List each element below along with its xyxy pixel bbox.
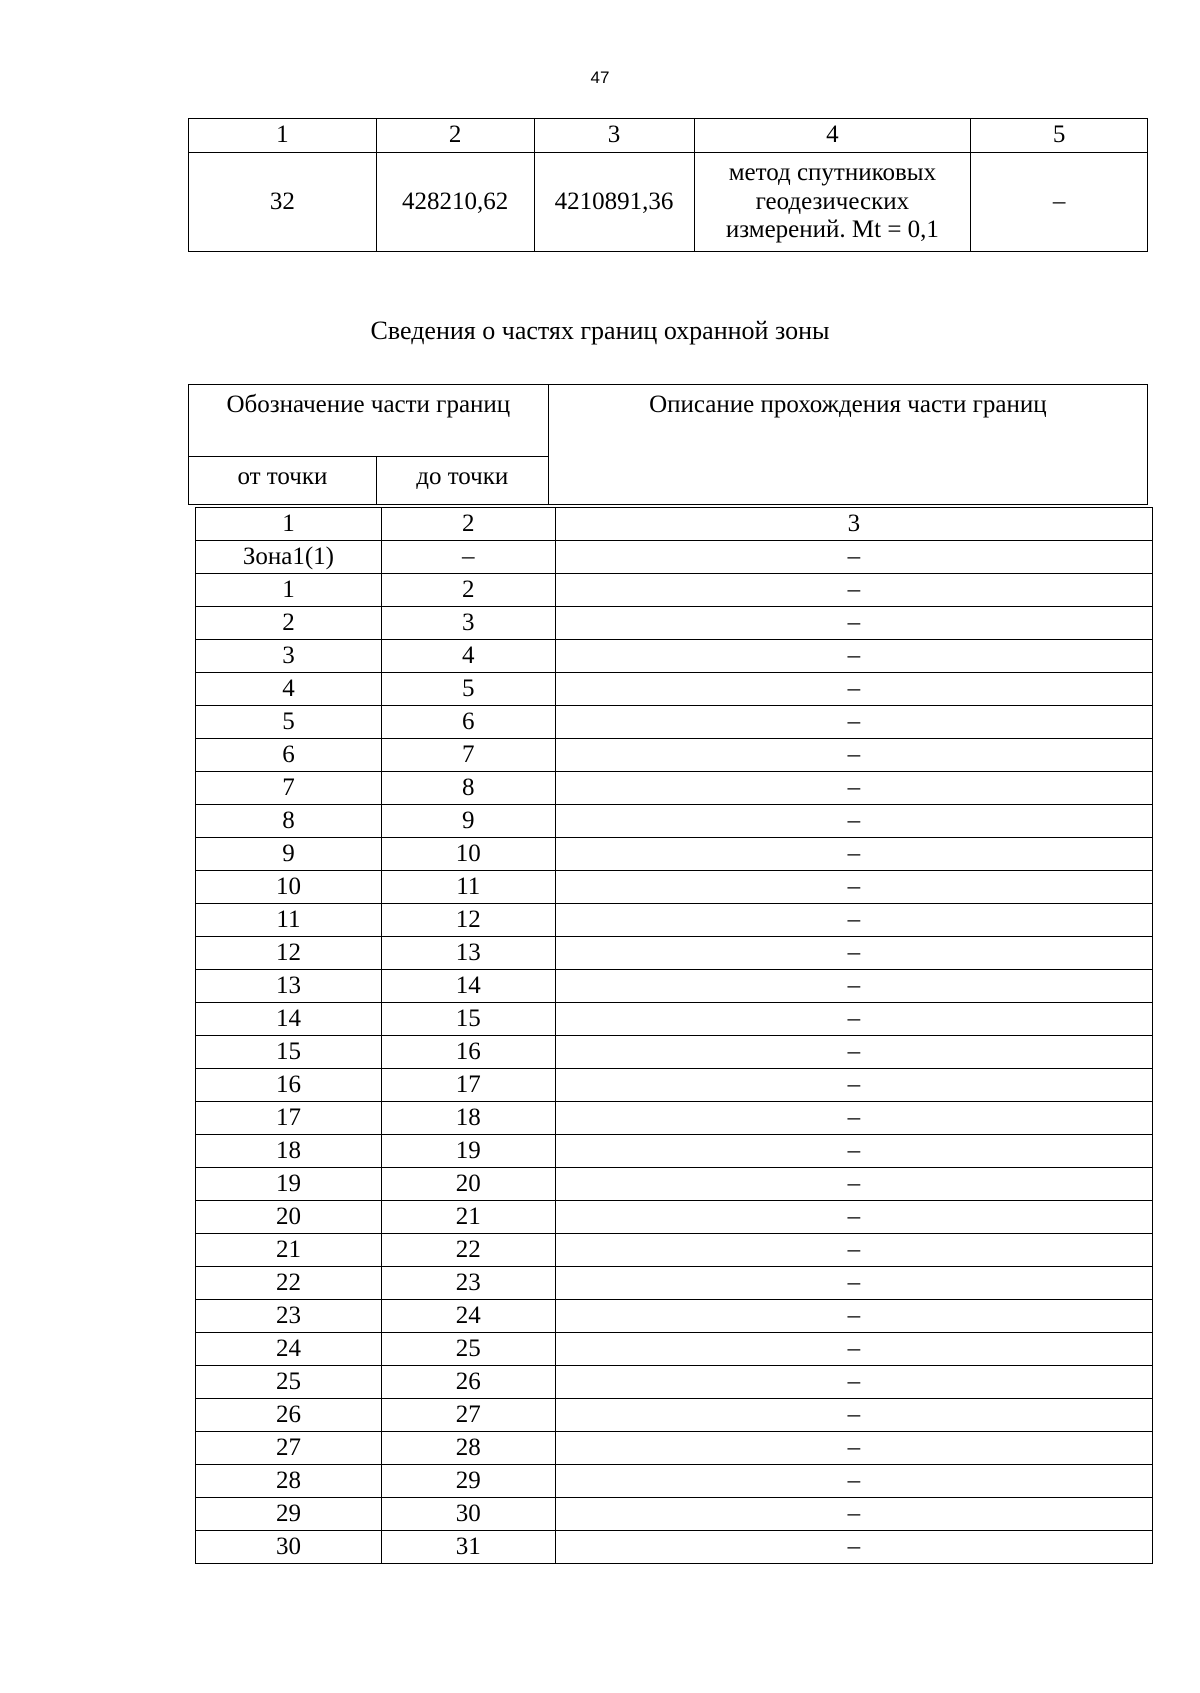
table-row (196, 1003, 1153, 1036)
description-cell: – (555, 1300, 1152, 1333)
description-cell: – (555, 1465, 1152, 1498)
to-point-cell: 18 (381, 1102, 555, 1135)
table-row (196, 1366, 1153, 1399)
description-cell: – (555, 1168, 1152, 1201)
from-point-cell: 5 (196, 706, 382, 739)
header-cell: 2 (376, 119, 534, 153)
table-row (196, 1102, 1153, 1135)
to-point-cell: 14 (381, 970, 555, 1003)
from-point-cell: 9 (196, 838, 382, 871)
to-point-cell: 5 (381, 673, 555, 706)
header-to-cell: до точки (376, 457, 548, 505)
header-cell: 1 (189, 119, 377, 153)
table-row (196, 904, 1153, 937)
description-cell: – (555, 1333, 1152, 1366)
from-point-cell: 11 (196, 904, 382, 937)
from-point-cell: 19 (196, 1168, 382, 1201)
from-point-cell: 13 (196, 970, 382, 1003)
to-point-cell: 7 (381, 739, 555, 772)
from-point-cell: 26 (196, 1399, 382, 1432)
table-row (196, 1531, 1153, 1564)
from-point-cell: 20 (196, 1201, 382, 1234)
description-cell: – (555, 937, 1152, 970)
to-point-cell: 25 (381, 1333, 555, 1366)
description-cell: – (555, 904, 1152, 937)
from-point-cell: 12 (196, 937, 382, 970)
from-point-cell: 30 (196, 1531, 382, 1564)
to-point-cell: 13 (381, 937, 555, 970)
from-point-cell: 10 (196, 871, 382, 904)
to-point-cell: 22 (381, 1234, 555, 1267)
description-cell: – (555, 706, 1152, 739)
table-row (196, 1432, 1153, 1465)
table-row (196, 1465, 1153, 1498)
description-cell: – (555, 1036, 1152, 1069)
description-cell: – (971, 153, 1148, 252)
from-point-cell: 2 (196, 607, 382, 640)
from-point-cell: 3 (196, 640, 382, 673)
x-coordinate-cell: 428210,62 (376, 153, 534, 252)
from-point-cell: 18 (196, 1135, 382, 1168)
from-point-cell: 17 (196, 1102, 382, 1135)
from-point-cell: 14 (196, 1003, 382, 1036)
description-cell: – (555, 1498, 1152, 1531)
description-cell: – (555, 607, 1152, 640)
table-row (196, 1069, 1153, 1102)
table-row (196, 574, 1153, 607)
to-point-cell: 30 (381, 1498, 555, 1531)
description-cell: – (555, 1399, 1152, 1432)
table-row (196, 772, 1153, 805)
table-row (196, 838, 1153, 871)
from-point-cell: 15 (196, 1036, 382, 1069)
to-point-cell: 2 (381, 574, 555, 607)
description-cell: – (555, 1531, 1152, 1564)
table-row (196, 1300, 1153, 1333)
table-row (196, 937, 1153, 970)
description-cell: – (555, 772, 1152, 805)
description-cell: – (555, 1201, 1152, 1234)
header-cell: 4 (694, 119, 971, 153)
table-row (196, 706, 1153, 739)
coordinates-table (188, 118, 1148, 252)
table-row (196, 871, 1153, 904)
parts-table (195, 507, 1153, 1564)
description-cell: – (555, 1267, 1152, 1300)
to-point-cell: 28 (381, 1432, 555, 1465)
table-row (196, 1036, 1153, 1069)
from-point-cell: 1 (196, 574, 382, 607)
description-cell: – (555, 838, 1152, 871)
to-point-cell: 26 (381, 1366, 555, 1399)
table-row (196, 1168, 1153, 1201)
table-row (196, 1135, 1153, 1168)
to-point-cell: 21 (381, 1201, 555, 1234)
to-point-cell: 20 (381, 1168, 555, 1201)
from-point-cell: 22 (196, 1267, 382, 1300)
table-row (196, 970, 1153, 1003)
header-from-cell: от точки (189, 457, 377, 505)
description-cell: – (555, 970, 1152, 1003)
column-number-cell: 1 (196, 508, 382, 541)
to-point-cell: 10 (381, 838, 555, 871)
y-coordinate-cell: 4210891,36 (534, 153, 694, 252)
to-point-cell: 11 (381, 871, 555, 904)
to-point-cell: 19 (381, 1135, 555, 1168)
column-number-cell: 3 (555, 508, 1152, 541)
description-cell: – (555, 1069, 1152, 1102)
table-row (196, 1333, 1153, 1366)
description-cell: – (555, 871, 1152, 904)
from-point-cell: 29 (196, 1498, 382, 1531)
from-point-cell: 23 (196, 1300, 382, 1333)
from-point-cell: 27 (196, 1432, 382, 1465)
to-point-cell: 29 (381, 1465, 555, 1498)
from-point-cell: 24 (196, 1333, 382, 1366)
from-point-cell: 28 (196, 1465, 382, 1498)
description-cell: – (555, 1102, 1152, 1135)
table-row (196, 541, 1153, 574)
from-point-cell: 6 (196, 739, 382, 772)
description-cell: – (555, 805, 1152, 838)
to-point-cell: 15 (381, 1003, 555, 1036)
to-point-cell: 6 (381, 706, 555, 739)
description-cell: – (555, 1003, 1152, 1036)
from-point-cell: 7 (196, 772, 382, 805)
table-header-row (189, 119, 1148, 153)
to-point-cell: 4 (381, 640, 555, 673)
from-point-cell: 21 (196, 1234, 382, 1267)
from-point-cell: Зона1(1) (196, 541, 382, 574)
from-point-cell: 8 (196, 805, 382, 838)
table-row (196, 1201, 1153, 1234)
table-row (196, 673, 1153, 706)
table-row (196, 1498, 1153, 1531)
point-number-cell: 32 (189, 153, 377, 252)
description-cell: – (555, 673, 1152, 706)
from-point-cell: 4 (196, 673, 382, 706)
description-cell: – (555, 574, 1152, 607)
header-cell: 5 (971, 119, 1148, 153)
to-point-cell: 23 (381, 1267, 555, 1300)
table-row (196, 640, 1153, 673)
to-point-cell: 8 (381, 772, 555, 805)
from-point-cell: 16 (196, 1069, 382, 1102)
description-cell: – (555, 640, 1152, 673)
parts-table-header (188, 384, 1148, 505)
description-cell: – (555, 1366, 1152, 1399)
table-row (196, 805, 1153, 838)
to-point-cell: 31 (381, 1531, 555, 1564)
table-row (196, 1399, 1153, 1432)
to-point-cell: 3 (381, 607, 555, 640)
from-point-cell: 25 (196, 1366, 382, 1399)
header-description-cell: Описание прохождения части границ (548, 385, 1147, 505)
page-number: 47 (590, 68, 610, 87)
to-point-cell: 24 (381, 1300, 555, 1333)
to-point-cell: – (381, 541, 555, 574)
table-row (196, 1267, 1153, 1300)
to-point-cell: 27 (381, 1399, 555, 1432)
table-row (196, 607, 1153, 640)
to-point-cell: 9 (381, 805, 555, 838)
description-cell: – (555, 1234, 1152, 1267)
table-row (196, 1234, 1153, 1267)
column-number-row (196, 508, 1153, 541)
header-group-cell: Обозначение части границ (189, 385, 549, 457)
description-cell: – (555, 739, 1152, 772)
description-cell: – (555, 1432, 1152, 1465)
to-point-cell: 17 (381, 1069, 555, 1102)
table-row (196, 739, 1153, 772)
to-point-cell: 12 (381, 904, 555, 937)
to-point-cell: 16 (381, 1036, 555, 1069)
section-title: Сведения о частях границ охранной зоны (370, 316, 830, 345)
header-cell: 3 (534, 119, 694, 153)
column-number-cell: 2 (381, 508, 555, 541)
table-row (189, 153, 1148, 252)
method-cell: метод спутниковых геодезических измерений. Mt = 0,1 (694, 153, 971, 252)
description-cell: – (555, 1135, 1152, 1168)
description-cell: – (555, 541, 1152, 574)
